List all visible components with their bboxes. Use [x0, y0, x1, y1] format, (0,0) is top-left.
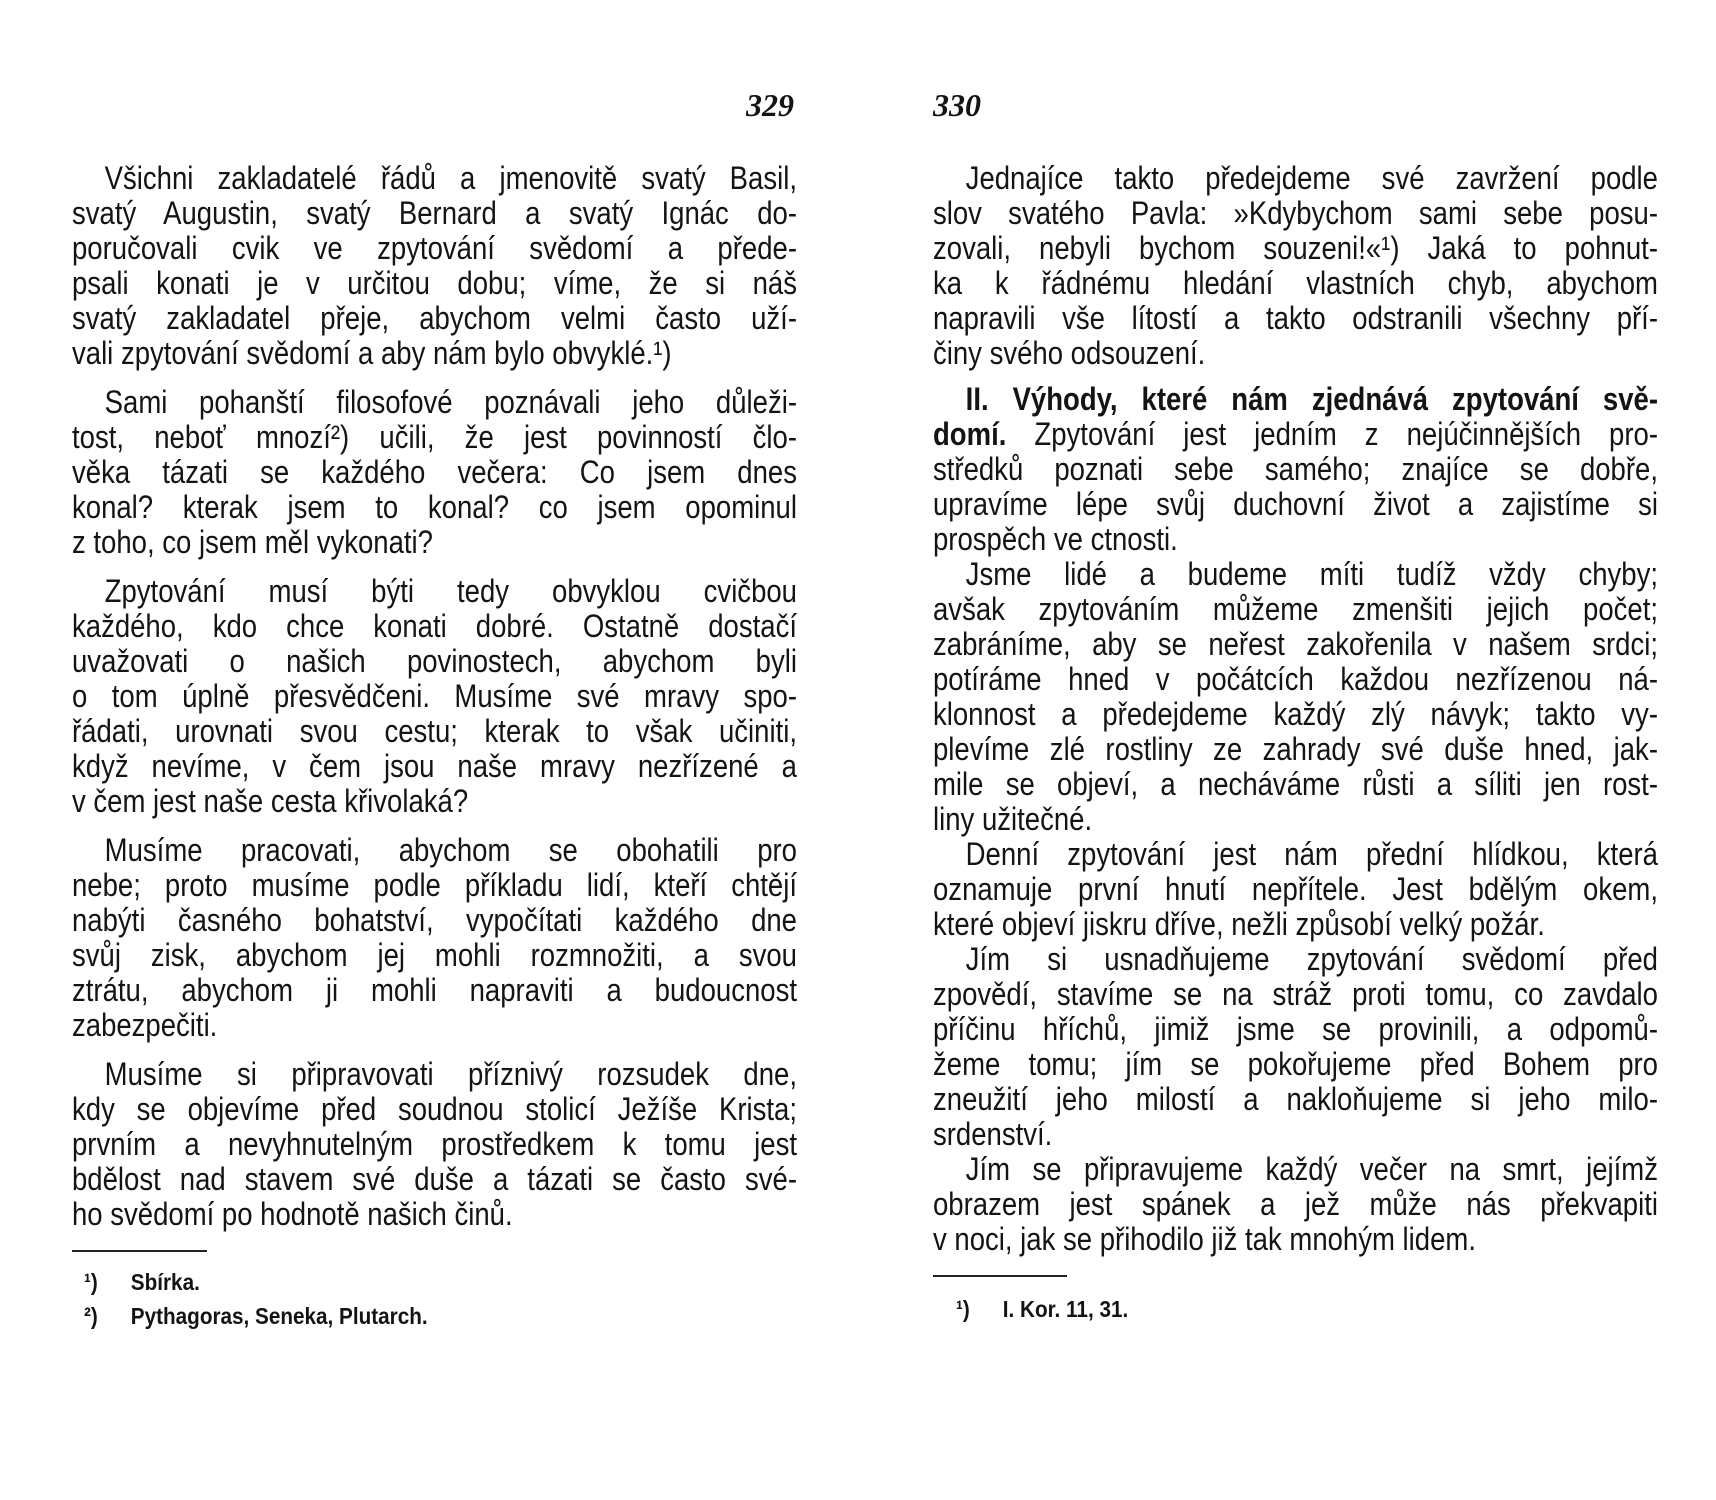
text-line: Jednajíce takto předejdeme své zavržení podle [965, 160, 1658, 196]
text-line: tost, neboť mnozí²) učili, že jest povinností člo- [72, 419, 797, 455]
right-page-body [933, 161, 1658, 1257]
text-run: Zpytování jest jedním z nejúčinnějších pro- [1006, 416, 1658, 452]
text-line: obrazem jest spánek a jež může nás překvapiti [933, 1186, 1658, 1222]
footnote-divider-right [933, 1275, 1067, 1277]
text-line: příčinu hříchů, jimiž jsme se provinili, a odpomů- [933, 1011, 1658, 1047]
left-page-body [72, 161, 797, 1232]
footnote-text: Sbírka. [130, 1269, 200, 1295]
text-line: vali zpytování svědomí a aby nám bylo obvyklé.¹) [72, 335, 672, 371]
text-line: ztrátu, abychom ji mohli napraviti a budoucnost [72, 972, 797, 1008]
text-line: Musíme pracovati, abychom se obohatili pro [104, 832, 797, 868]
text-line: psali konati je v určitou dobu; víme, že si náš [72, 265, 797, 301]
section-heading: II. Výhody, které nám zjednává zpytování svě- [965, 381, 1658, 417]
text-line: Musíme si připravovati příznivý rozsudek dne, [104, 1056, 797, 1092]
footnote-divider-left [72, 1250, 207, 1252]
text-line: z toho, co jsem měl vykonati? [72, 524, 433, 560]
text-line: svůj zisk, abychom jej mohli rozmnožiti, a svou [72, 937, 797, 973]
text-line: ho svědomí po hodnotě našich činů. [72, 1196, 513, 1232]
text-line: o tom úplně přesvědčeni. Musíme své mravy spo- [72, 678, 797, 714]
text-line: zneužití jeho milostí a nakloňujeme si jeho milo- [933, 1081, 1658, 1117]
footnote-mark: ¹) [84, 1269, 98, 1295]
text-line: když nevíme, v čem jsou naše mravy nezřízené a [72, 748, 797, 784]
text-line: v noci, jak se přihodilo již tak mnohým lidem. [933, 1221, 1476, 1257]
text-line: prospěch ve ctnosti. [933, 521, 1178, 557]
text-line: středků poznati sebe samého; znajíce se dobře, [933, 451, 1658, 487]
text-line: Jím si usnadňujeme zpytování svědomí před [965, 941, 1658, 977]
footnote-text: Pythagoras, Seneka, Plutarch. [130, 1303, 428, 1329]
text-line: nebe; proto musíme podle příkladu lidí, kteří chtějí [72, 867, 797, 903]
footnote-mark: ¹) [956, 1296, 970, 1322]
text-line: Sami pohanští filosofové poznávali jeho důleži- [104, 384, 797, 420]
text-line: plevíme zlé rostliny ze zahrady své duše hned, jak- [933, 731, 1658, 767]
paragraph [72, 1057, 797, 1232]
text-line: oznamuje první hnutí nepřítele. Jest bdělým okem, [933, 871, 1658, 907]
text-line: potíráme hned v počátcích každou nezřízenou ná- [933, 661, 1658, 697]
page-number-right: 330 [933, 87, 981, 123]
footnote [956, 1294, 1128, 1324]
text-line: Jím se připravujeme každý večer na smrt, jejímž [965, 1151, 1658, 1187]
text-line: mile se objeví, a necháváme růsti a síliti jen rost- [933, 766, 1658, 802]
text-line: liny užitečné. [933, 801, 1093, 837]
text-line [933, 382, 1658, 417]
text-line: které objeví jiskru dříve, nežli způsobí velký požár. [933, 906, 1545, 942]
text-line: svatý zakladatel přeje, abychom velmi často uží- [72, 300, 797, 336]
text-line: kdy se objevíme před soudnou stolicí Ježíše Krista; [72, 1091, 797, 1127]
paragraph [72, 833, 797, 1043]
text-line: konal? kterak jsem to konal? co jsem opominul [72, 489, 797, 525]
footnote [84, 1301, 428, 1331]
text-line: ka k řádnému hledání vlastních chyb, abychom [933, 265, 1658, 301]
paragraph [933, 837, 1658, 942]
text-line: nabýti časného bohatství, vypočítati každého dne [72, 902, 797, 938]
text-line: zovali, nebyli bychom souzeni!«¹) Jaká to pohnut- [933, 230, 1658, 266]
paragraph [72, 385, 797, 560]
page-number-left: 329 [746, 87, 794, 123]
text-line: každého, kdo chce konati dobré. Ostatně dostačí [72, 608, 797, 644]
text-line: věka tázati se každého večera: Co jsem dnes [72, 454, 797, 490]
text-line: poručovali cvik ve zpytování svědomí a přede- [72, 230, 797, 266]
text-line: klonnost a předejdeme každý zlý návyk; takto vy- [933, 696, 1658, 732]
text-line: upravíme lépe svůj duchovní život a zajistíme si [933, 486, 1658, 522]
text-line: zabezpečiti. [72, 1007, 218, 1043]
paragraph [933, 161, 1658, 371]
text-line: napravili vše lítostí a takto odstranili všechny pří- [933, 300, 1658, 336]
text-line: Denní zpytování jest nám přední hlídkou, která [965, 836, 1658, 872]
text-line: svatý Augustin, svatý Bernard a svatý Ignác do- [72, 195, 797, 231]
text-line: srdenství. [933, 1116, 1053, 1152]
footnote [84, 1267, 200, 1297]
text-line: prvním a nevyhnutelným prostředkem k tomu jest [72, 1126, 797, 1162]
paragraph [933, 382, 1658, 557]
footnote-text: I. Kor. 11, 31. [1002, 1296, 1129, 1322]
section-heading: domí. [933, 416, 1007, 452]
text-line: uvažovati o našich povinostech, abychom byli [72, 643, 797, 679]
paragraph [933, 1152, 1658, 1257]
text-line: slov svatého Pavla: »Kdybychom sami sebe posu- [933, 195, 1658, 231]
text-line: avšak zpytováním můžeme zmenšiti jejich počet; [933, 591, 1658, 627]
text-line: činy svého odsouzení. [933, 335, 1206, 371]
text-line [933, 417, 1658, 452]
text-line: Jsme lidé a budeme míti tudíž vždy chyby; [965, 556, 1658, 592]
text-line: bdělost nad stavem své duše a tázati se často své- [72, 1161, 797, 1197]
text-line: Všichni zakladatelé řádů a jmenovitě svatý Basil, [104, 160, 797, 196]
text-line: zpovědí, stavíme se na stráž proti tomu, co zavdalo [933, 976, 1658, 1012]
paragraph [72, 161, 797, 371]
text-line: řádati, urovnati svou cestu; kterak to však učiniti, [72, 713, 797, 749]
text-line: v čem jest naše cesta křivolaká? [72, 783, 469, 819]
footnote-mark: ²) [84, 1303, 98, 1329]
paragraph [933, 942, 1658, 1152]
text-line: zabráníme, aby se neřest zakořenila v našem srdci; [933, 626, 1658, 662]
paragraph [72, 574, 797, 819]
text-line: žeme tomu; jím se pokořujeme před Bohem pro [933, 1046, 1658, 1082]
text-line: Zpytování musí býti tedy obvyklou cvičbou [104, 573, 797, 609]
paragraph [933, 557, 1658, 837]
